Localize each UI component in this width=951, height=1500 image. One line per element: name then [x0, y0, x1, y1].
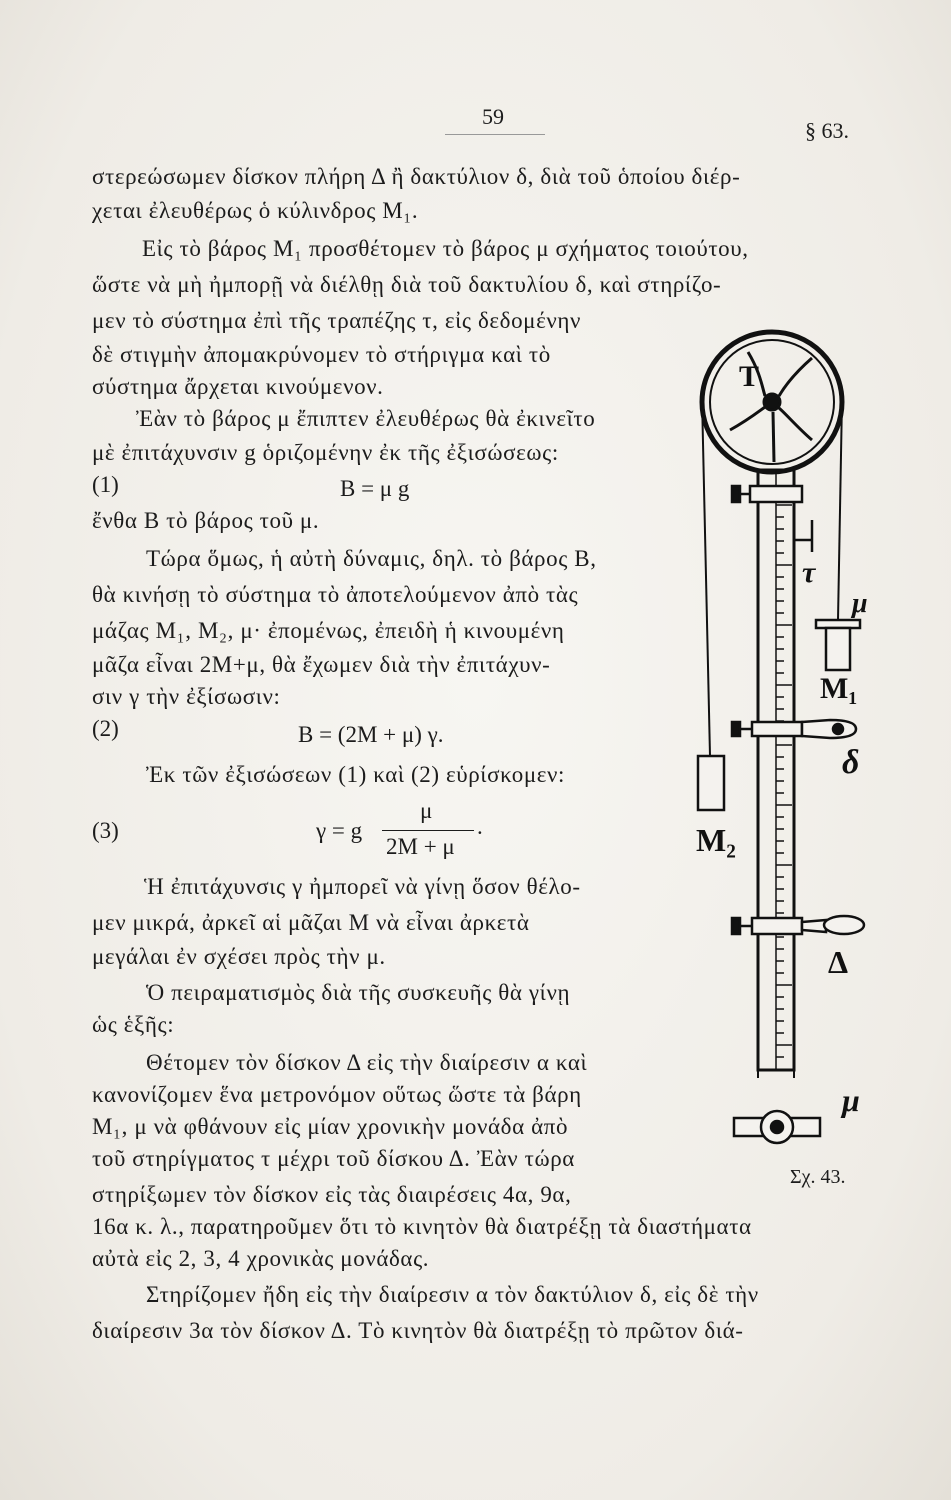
label-disk-Delta: Δ: [828, 944, 849, 980]
text-line: κανονίζομεν ἕνα μετρονόμον οὕτως ὥστε τὰ βάρη: [92, 1082, 582, 1107]
text-line: Θέτομεν τὸν δίσκον Δ εἰς τὴν διαίρεσιν α καὶ: [146, 1050, 588, 1075]
text-line: χεται ἐλευθέρως ὁ κύλινδρος Μ₁.: [92, 198, 419, 223]
text-line: σιν γ τὴν ἐξίσωσιν:: [92, 684, 281, 709]
text-line: Ἐὰν τὸ βάρος μ ἔπιπτεν ἐλευθέρως θὰ ἐκινεῖτο: [136, 406, 596, 431]
text-line: μὲ ἐπιτάχυνσιν g ὁριζομένην ἐκ τῆς ἐξισώσεως:: [92, 440, 559, 465]
text-line: μᾶζα εἶναι 2Μ+μ, θὰ ἔχωμεν διὰ τὴν ἐπιτάχυν-: [92, 652, 551, 677]
text-line: σύστημα ἄρχεται κινούμενον.: [92, 374, 384, 399]
equation-3-label: (3): [92, 818, 119, 843]
text-line: μεν τὸ σύστημα ἐπὶ τῆς τραπέζης τ, εἰς δεδομένην: [92, 308, 582, 333]
equation-3-denominator: 2Μ + μ: [386, 834, 455, 859]
page-number: 59: [482, 104, 504, 129]
label-table-tau: τ: [802, 556, 816, 589]
text-line: Μ₁, μ νὰ φθάνουν εἰς μίαν χρονικὴν μονάδα ἀπὸ: [92, 1114, 569, 1139]
mass-m2: [698, 756, 724, 810]
ruler-column: [758, 470, 794, 1078]
text-line: 16α κ. λ., παρατηροῦμεν ὅτι τὸ κινητὸν θὰ διατρέξῃ τὰ διαστήματα: [92, 1214, 752, 1239]
pulley-wheel: [702, 332, 842, 472]
equation-2: Β = (2Μ + μ) γ.: [298, 722, 444, 747]
ring-clamp: [732, 720, 856, 738]
label-mass-M2: M₂: [696, 822, 736, 858]
text-line: στηρίξωμεν τὸν δίσκον εἰς τὰς διαιρέσεις 4α, 9α,: [92, 1182, 572, 1207]
text-line: στερεώσωμεν δίσκον πλήρη Δ ἢ δακτύλιον δ, διὰ τοῦ ὁποίου διέρ-: [92, 164, 741, 189]
disk-clamp: [732, 916, 864, 934]
cord-right: [838, 400, 842, 620]
text-line: Ἐκ τῶν ἐξισώσεων (1) καὶ (2) εὑρίσκομεν:: [146, 762, 566, 787]
label-small-weight-mu: μ: [842, 1082, 860, 1118]
equation-3-lhs: γ = g: [316, 818, 363, 843]
mass-m1-with-mu: [816, 620, 860, 670]
top-clamp: [732, 486, 802, 502]
label-weight-mu: μ: [852, 588, 868, 619]
text-line: μεν μικρά, ἀρκεῖ αἱ μᾶζαι Μ νὰ εἶναι ἀρκετὰ: [92, 910, 530, 935]
text-line: Εἰς τὸ βάρος Μ₁ προσθέτομεν τὸ βάρος μ σχήματος τοιούτου,: [142, 236, 749, 261]
text-line: διαίρεσιν 3α τὸν δίσκον Δ. Τὸ κινητὸν θὰ διατρέξῃ τὸ πρῶτον διά-: [92, 1318, 744, 1343]
equation-1-label: (1): [92, 472, 119, 497]
label-ring-delta: δ: [842, 744, 860, 781]
table-bracket: [794, 520, 812, 552]
text-line: Ὁ πειραματισμὸς διὰ τῆς συσκευῆς θὰ γίνῃ: [146, 980, 571, 1005]
small-weight: [734, 1111, 820, 1143]
text-line: μεγάλαι ἐν σχέσει πρὸς τὴν μ.: [92, 944, 386, 969]
section-number: § 63.: [805, 118, 849, 143]
text-line: ὥστε νὰ μὴ ἠμπορῇ νὰ διέλθῃ διὰ τοῦ δακτυλίου δ, καὶ στηρίζο-: [92, 272, 722, 297]
text-line: ὡς ἑξῆς:: [92, 1012, 175, 1037]
text-line: θὰ κινήσῃ τὸ σύστημα τὸ ἀποτελούμενον ἀπὸ τὰς: [92, 582, 579, 607]
label-mass-M1: M₁: [820, 672, 858, 705]
equation-3-numerator: μ: [420, 798, 433, 823]
text-line: αὐτὰ εἰς 2, 3, 4 χρονικὰς μονάδας.: [92, 1246, 430, 1271]
equation-1: Β = μ g: [340, 476, 410, 501]
equation-2-label: (2): [92, 716, 119, 741]
text-line: μάζας Μ₁, Μ₂, μ· ἐπομένως, ἐπειδὴ ἡ κινουμένη: [92, 618, 565, 643]
text-line: τοῦ στηρίγματος τ μέχρι τοῦ δίσκου Δ. Ἐὰν τώρα: [92, 1146, 575, 1171]
text-line: Τώρα ὅμως, ἡ αὐτὴ δύναμις, δηλ. τὸ βάρος Β,: [146, 546, 597, 571]
cord-left: [702, 398, 710, 756]
label-pulley-T: T: [739, 360, 760, 393]
text-line: δὲ στιγμὴν ἀπομακρύνομεν τὸ στήριγμα καὶ τὸ: [92, 342, 551, 367]
equation-3-dot: .: [477, 814, 483, 839]
text-line: ἔνθα Β τὸ βάρος τοῦ μ.: [92, 508, 320, 533]
text-line: Στηρίζομεν ἤδη εἰς τὴν διαίρεσιν α τὸν δακτύλιον δ, εἰς δὲ τὴν: [146, 1282, 759, 1307]
figure-caption: Σχ. 43.: [790, 1166, 846, 1188]
text-line: Ἡ ἐπιτάχυνσις γ ἠμπορεῖ νὰ γίνῃ ὅσον θέλο-: [144, 874, 581, 899]
